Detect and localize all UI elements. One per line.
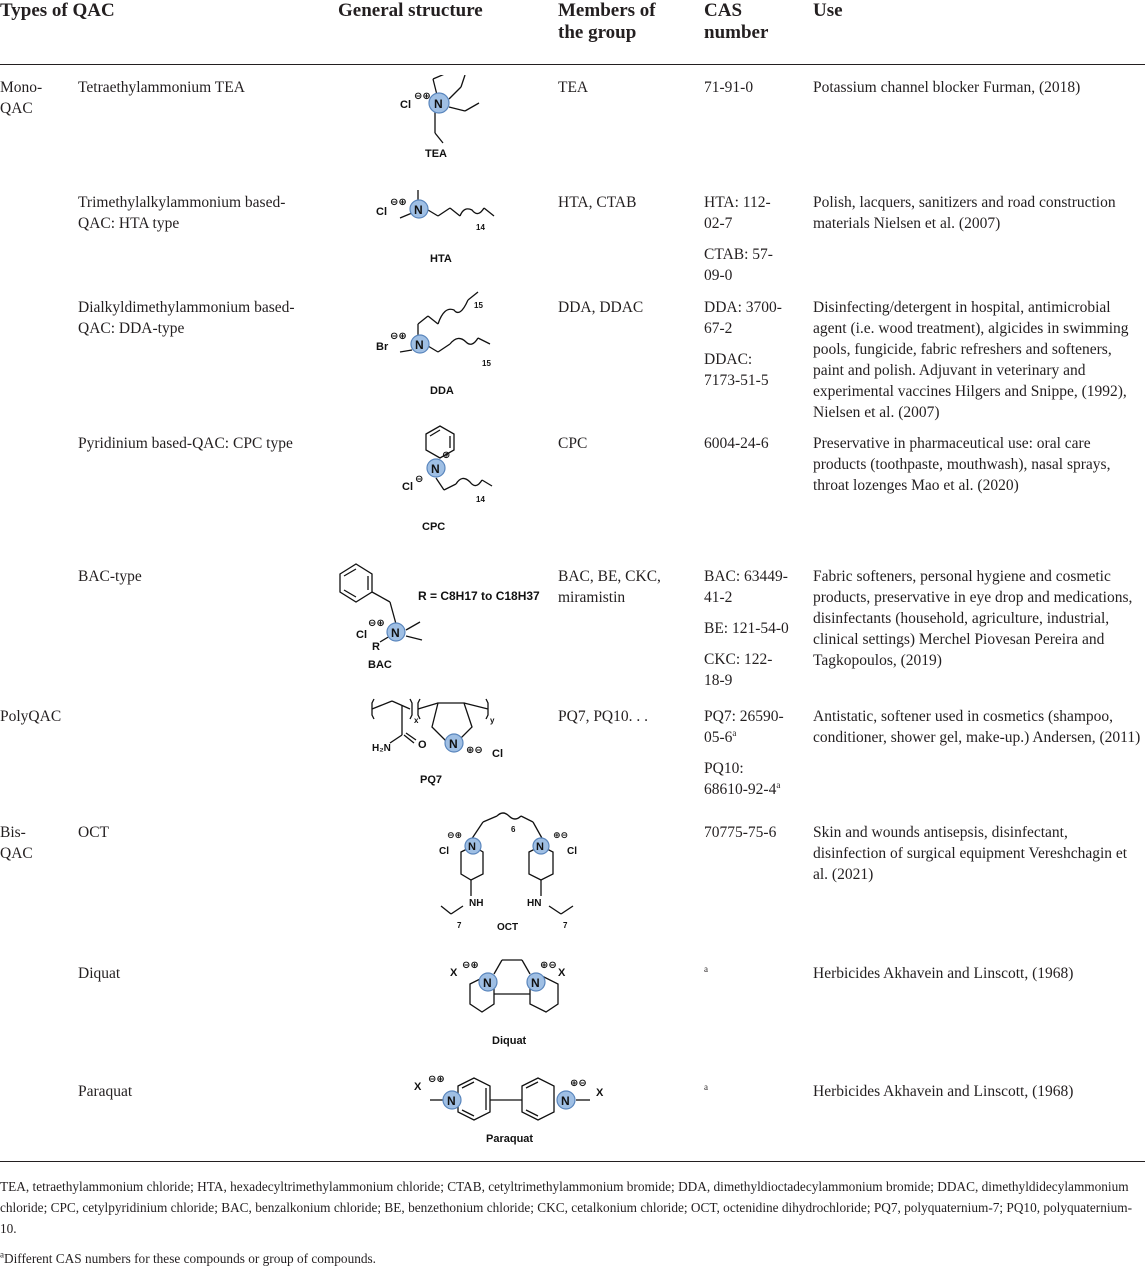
cas-entry <box>704 349 782 391</box>
cas-marker: a <box>704 964 708 974</box>
structure-label: PQ7 <box>420 774 443 786</box>
structure-label: Paraquat <box>486 1133 534 1145</box>
svg-text:⊖⊕: ⊖⊕ <box>390 197 407 208</box>
type-name: Diquat <box>78 965 121 982</box>
cas-line: HTA: 112- <box>704 194 771 211</box>
svg-text:y: y <box>490 716 495 725</box>
cas-line: CKC: 122- <box>704 651 773 668</box>
structure-paraquat <box>410 1070 610 1148</box>
svg-text:⊖⊕: ⊖⊕ <box>428 1074 445 1085</box>
svg-text:O: O <box>418 739 427 751</box>
cas-entry <box>704 649 789 691</box>
cas-entry: 70775-75-6 <box>704 824 777 841</box>
type-line2: QAC: HTA type <box>78 215 180 232</box>
svg-text:⊕⊖: ⊕⊖ <box>570 1078 587 1089</box>
svg-text:N: N <box>431 462 440 476</box>
svg-text:x: x <box>414 716 419 725</box>
svg-text:Cl: Cl <box>492 748 503 760</box>
header-members <box>558 0 656 44</box>
cas-line: DDAC: <box>704 351 753 368</box>
footnote-marker: a <box>776 779 781 790</box>
use-text: Herbicides Akhavein and Linscott, (1968) <box>813 1083 1074 1100</box>
abbreviations-footnote: TEA, tetraethylammonium chloride; HTA, hexadecyltrimethylammonium chloride; CTAB, cetyltrimethylammonium bromide; DDA, dimethyldioctadecylammonium bromide; DDAC, dimethyldidecylammonium chloride; CPC, cetylpyridinium chloride; BAC, benzalkonium chloride; BE, benzethonium chloride; CKC, cetalkonium chloride; OCT, octenidine dihydrochloride; PQ7, polyquaternium-7; PQ10, polyquaternium-10. <box>0 1179 1132 1236</box>
structure-pq7 <box>366 693 546 789</box>
header-structure: General structure <box>338 0 483 21</box>
structure-hta <box>372 188 512 268</box>
structure-label: BAC <box>368 659 392 671</box>
group-line2: QAC <box>0 845 33 862</box>
svg-text:⊕⊖: ⊕⊖ <box>540 960 557 971</box>
svg-text:N: N <box>483 976 492 990</box>
group-line1: Mono- <box>0 79 43 96</box>
structure-bac <box>334 558 550 674</box>
members-line2: miramistin <box>558 589 626 606</box>
members-text: PQ7, PQ10. . . <box>558 708 649 725</box>
header-cas <box>704 0 768 44</box>
use-text: Herbicides Akhavein and Linscott, (1968) <box>813 965 1074 982</box>
svg-text:⊕⊖: ⊕⊖ <box>553 830 569 840</box>
footnote-marker: a <box>732 727 737 738</box>
svg-text:⊕⊖: ⊕⊖ <box>466 745 483 756</box>
svg-text:Br: Br <box>376 341 389 353</box>
cas-number <box>704 566 789 701</box>
type-name: OCT <box>78 824 109 841</box>
svg-text:⊖⊕: ⊖⊕ <box>447 830 463 840</box>
type-name: Paraquat <box>78 1083 133 1100</box>
members-line1: BAC, BE, CKC, <box>558 568 661 585</box>
header-types: Types of QAC <box>0 0 115 21</box>
structure-label: Diquat <box>492 1035 527 1047</box>
structure-label: HTA <box>430 253 452 265</box>
cas-number <box>704 433 769 464</box>
cas-line: 67-2 <box>704 320 733 337</box>
svg-text:Cl: Cl <box>400 99 411 111</box>
type-name <box>78 192 285 234</box>
svg-text:NH: NH <box>469 898 484 909</box>
svg-text:7: 7 <box>457 921 462 930</box>
cas-line: 05-6$^a$ <box>704 727 737 746</box>
members-text <box>558 566 661 608</box>
svg-text:15: 15 <box>474 301 483 310</box>
svg-text:N: N <box>391 626 400 640</box>
svg-text:⊖⊕: ⊖⊕ <box>368 618 385 629</box>
use-text: Fabric softeners, personal hygiene and cosmetic products, preservative in eye drop and medications, disinfectants (household, agriculture, industrial, clinical settings) Merchel Piovesan Pereira and Tagkopoulos, (2019) <box>813 568 1133 669</box>
group-line2: QAC <box>0 100 33 117</box>
svg-text:N: N <box>414 203 423 217</box>
cas-entry: 6004-24-6 <box>704 435 769 452</box>
type-name <box>78 297 295 339</box>
structure-label: OCT <box>497 922 519 933</box>
use-text: Potassium channel blocker Furman, (2018) <box>813 79 1081 96</box>
svg-text:15: 15 <box>482 359 491 368</box>
structure-dda <box>374 286 514 400</box>
type-name: Pyridinium based-QAC: CPC type <box>78 435 293 452</box>
structure-oct <box>433 812 583 936</box>
structure-note: R = C8H17 to C18H37 <box>418 589 540 603</box>
svg-text:R: R <box>372 641 380 653</box>
use-text: Polish, lacquers, sanitizers and road construction materials Nielsen et al. (2007) <box>813 194 1116 232</box>
svg-text:N: N <box>531 976 540 990</box>
header-rule <box>0 64 1145 65</box>
cas-entry <box>704 706 784 748</box>
cas-line: 18-9 <box>704 672 733 689</box>
type-name: BAC-type <box>78 568 142 585</box>
svg-text:N: N <box>449 737 458 751</box>
svg-text:⊖⊕: ⊖⊕ <box>414 91 431 102</box>
cas-number <box>704 77 753 108</box>
structure-cpc <box>392 424 512 536</box>
svg-text:N: N <box>468 841 476 853</box>
svg-text:N: N <box>415 338 424 352</box>
footnote-text: Different CAS numbers for these compounds or group of compounds. <box>4 1251 377 1266</box>
cas-line: BAC: 63449- <box>704 568 788 585</box>
svg-text:7: 7 <box>563 921 568 930</box>
cas-entry <box>704 566 789 608</box>
group-line1: Bis- <box>0 824 26 841</box>
svg-text:H₂N: H₂N <box>372 743 391 754</box>
cas-line: 41-2 <box>704 589 733 606</box>
svg-text:⊕: ⊕ <box>442 450 451 461</box>
svg-text:N: N <box>561 1094 570 1108</box>
members-text: DDA, DDAC <box>558 299 644 316</box>
cas-line: CTAB: 57- <box>704 246 773 263</box>
cas-line: PQ10: <box>704 760 744 777</box>
cas-entry: BE: 121-54-0 <box>704 620 789 637</box>
use-text: Preservative in pharmaceutical use: oral care products (toothpaste, mouthwash), nasal sprays, throat lozenges Mao et al. (2020) <box>813 435 1111 494</box>
svg-text:X: X <box>414 1081 422 1093</box>
cas-line: 7173-51-5 <box>704 372 769 389</box>
type-name: Tetraethylammonium TEA <box>78 79 245 96</box>
cas-entry <box>704 297 782 339</box>
group-polyqac: PolyQAC <box>0 708 62 725</box>
header-cas-line2: number <box>704 22 769 43</box>
members-text: CPC <box>558 435 588 452</box>
header-use: Use <box>813 0 843 21</box>
svg-text:X: X <box>450 967 458 979</box>
cas-number <box>704 192 773 296</box>
type-line1: Dialkyldimethylammonium based- <box>78 299 295 316</box>
structure-label: DDA <box>430 385 454 397</box>
table-bottom-rule <box>0 1161 1145 1162</box>
svg-text:⊖⊕: ⊖⊕ <box>462 960 479 971</box>
group-bis-qac <box>0 822 33 864</box>
type-line2: QAC: DDA-type <box>78 320 185 337</box>
cas-line: 02-7 <box>704 215 733 232</box>
footnote-marker: a <box>0 1249 4 1260</box>
svg-text:Cl: Cl <box>402 481 413 493</box>
cas-number <box>704 297 782 401</box>
svg-text:Cl: Cl <box>376 206 387 218</box>
svg-text:6: 6 <box>511 825 516 834</box>
structure-diquat <box>446 954 586 1050</box>
svg-text:14: 14 <box>476 495 485 504</box>
group-mono-qac <box>0 77 42 119</box>
svg-text:N: N <box>434 97 443 111</box>
cas-entry <box>704 244 773 286</box>
cas-line: 68610-92-4$^a$ <box>704 779 781 798</box>
cas-line: DDA: 3700- <box>704 299 782 316</box>
structure-label: CPC <box>422 521 446 533</box>
members-text: HTA, CTAB <box>558 194 637 211</box>
use-text: Antistatic, softener used in cosmetics (shampoo, conditioner, shower gel, make-up.) Andersen, (2011) <box>813 708 1141 746</box>
header-cas-line1: CAS <box>704 0 743 21</box>
svg-text:14: 14 <box>476 223 485 232</box>
cas-number <box>704 822 776 853</box>
cas-entry <box>704 758 784 800</box>
svg-text:Cl: Cl <box>567 846 577 857</box>
use-text: Disinfecting/detergent in hospital, antimicrobial agent (i.e. wood treatment), algicides in swimming pools, fungicide, fabric refreshers and softeners, paint and polish. Adjuvant in veterinary and experimental vaccines Hilgers and Snippe, (1992), Nielsen et al. (2007) <box>813 299 1129 421</box>
header-members-line2: the group <box>558 22 637 43</box>
structure-label: TEA <box>425 148 447 160</box>
cas-line: 09-0 <box>704 267 733 284</box>
cas-marker: a <box>704 1082 708 1092</box>
svg-text:Cl: Cl <box>356 629 367 641</box>
svg-text:N: N <box>447 1094 456 1108</box>
members-text: TEA <box>558 79 589 96</box>
cas-entry <box>704 192 773 234</box>
cas-entry: 71-91-0 <box>704 79 754 96</box>
svg-text:Cl: Cl <box>439 846 449 857</box>
use-text: Skin and wounds antisepsis, disinfectant, disinfection of surgical equipment Vereshchagin et al. (2021) <box>813 824 1128 883</box>
svg-text:X: X <box>596 1087 604 1099</box>
svg-text:X: X <box>558 967 566 979</box>
type-line1: Trimethylalkylammonium based- <box>78 194 286 211</box>
structure-tea <box>395 75 505 165</box>
svg-text:N: N <box>536 841 544 853</box>
svg-text:HN: HN <box>527 898 542 909</box>
svg-text:⊖⊕: ⊖⊕ <box>390 331 407 342</box>
cas-line: PQ7: 26590- <box>704 708 784 725</box>
header-members-line1: Members of <box>558 0 656 21</box>
cas-number <box>704 706 784 810</box>
cas-footnote <box>0 1248 1140 1269</box>
svg-text:⊖: ⊖ <box>415 474 424 485</box>
